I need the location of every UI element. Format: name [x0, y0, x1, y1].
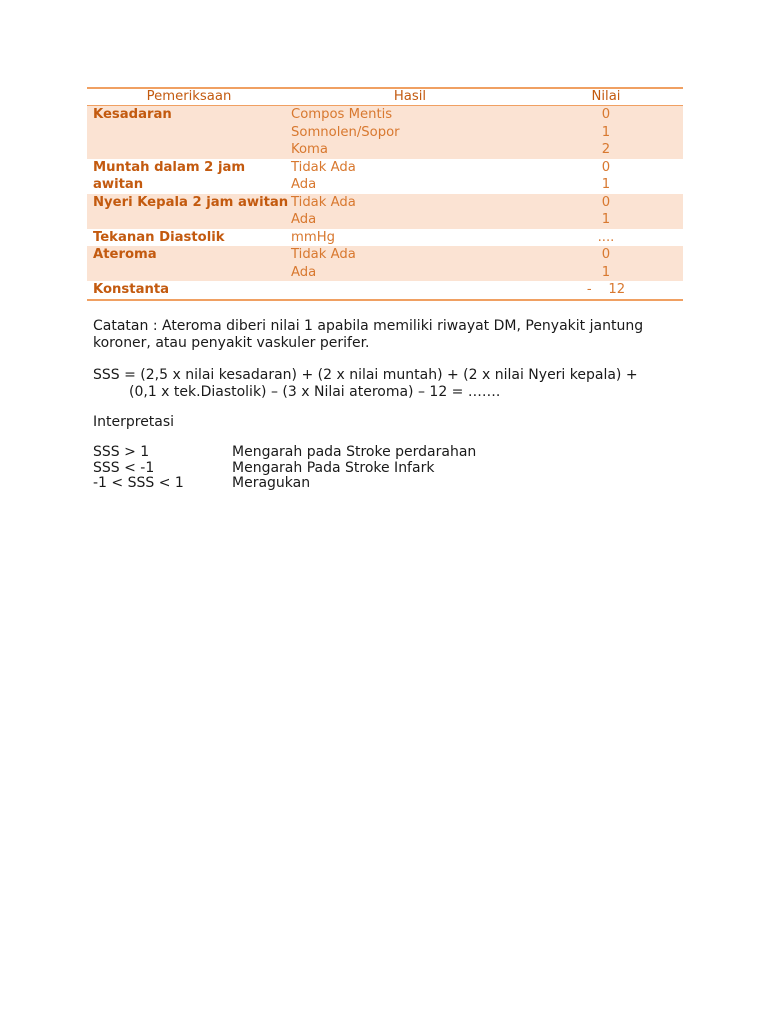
table-row	[87, 106, 683, 159]
interpretation-row	[93, 476, 673, 492]
result-option	[291, 281, 529, 299]
score-value: 1	[601, 264, 611, 280]
interpretation-meaning: Mengarah Pada Stroke Infark	[232, 459, 435, 476]
interpretation-row	[93, 461, 673, 477]
interpretation-condition: SSS > 1	[93, 444, 150, 460]
score-value: ....	[597, 229, 615, 245]
cell-pemeriksaan	[87, 281, 291, 300]
cell-nilai	[529, 246, 683, 281]
result-option: Tidak Ada	[291, 194, 356, 210]
exam-label: Ateroma	[93, 247, 157, 262]
cell-nilai	[529, 281, 683, 300]
result-option: Ada	[291, 177, 317, 192]
cell-hasil	[291, 246, 529, 281]
table-body	[87, 106, 683, 300]
score-value: - 12	[586, 282, 626, 297]
cell-pemeriksaan	[87, 246, 291, 281]
exam-label: Tekanan Diastolik	[93, 229, 225, 245]
interpretation-condition: SSS < -1	[93, 459, 155, 476]
score-value: 0	[601, 107, 611, 122]
table-row	[87, 194, 683, 229]
result-option: Ada	[291, 264, 317, 280]
score-value: 1	[601, 212, 611, 227]
header-nilai: Nilai	[529, 88, 683, 106]
score-value: 1	[601, 177, 611, 192]
score-table	[87, 87, 683, 301]
table-row	[87, 246, 683, 281]
formula-line-1: SSS = (2,5 x nilai kesadaran) + (2 x nilai muntah) + (2 x nilai Nyeri kepala) +	[93, 367, 638, 383]
interpretation-title: Interpretasi	[93, 414, 175, 430]
note-paragraph: Catatan : Ateroma diberi nilai 1 apabila memiliki riwayat DM, Penyakit jantung koroner, atau penyakit vaskuler perifer.	[93, 318, 644, 351]
table-row	[87, 281, 683, 300]
cell-hasil	[291, 194, 529, 229]
formula-block	[93, 367, 673, 401]
cell-pemeriksaan	[87, 194, 291, 229]
formula-line-2: (0,1 x tek.Diastolik) – (3 x Nilai ateroma) – 12 = …….	[129, 384, 501, 400]
cell-hasil	[291, 229, 529, 247]
interpretation-condition: -1 < SSS < 1	[93, 475, 184, 491]
header-hasil: Hasil	[291, 88, 529, 106]
cell-nilai	[529, 229, 683, 247]
score-value: 0	[601, 159, 611, 175]
interpretation-meaning: Meragukan	[232, 475, 311, 491]
score-value: 1	[601, 124, 611, 140]
exam-label: Muntah dalam 2 jam awitan	[93, 159, 246, 192]
result-option: Ada	[291, 212, 317, 227]
cell-hasil	[291, 106, 529, 159]
cell-hasil	[291, 159, 529, 194]
score-value: 0	[601, 194, 611, 210]
score-value: 0	[601, 247, 611, 262]
cell-hasil	[291, 281, 529, 300]
cell-pemeriksaan	[87, 229, 291, 247]
result-option: Compos Mentis	[291, 107, 393, 122]
cell-pemeriksaan	[87, 106, 291, 159]
result-option: Somnolen/Sopor	[291, 124, 400, 140]
result-option: Koma	[291, 142, 328, 157]
result-option: mmHg	[291, 229, 335, 245]
result-option: Tidak Ada	[291, 247, 356, 262]
header-pemeriksaan: Pemeriksaan	[87, 88, 291, 106]
score-value: 2	[601, 142, 611, 157]
exam-label: Nyeri Kepala 2 jam awitan	[93, 194, 289, 210]
cell-nilai	[529, 194, 683, 229]
table-row	[87, 159, 683, 194]
cell-nilai	[529, 159, 683, 194]
cell-nilai	[529, 106, 683, 159]
result-option: Tidak Ada	[291, 159, 356, 175]
table-header-row	[87, 88, 683, 106]
table-row	[87, 229, 683, 247]
interpretation-row	[93, 445, 673, 461]
cell-pemeriksaan	[87, 159, 291, 194]
interpretation-meaning: Mengarah pada Stroke perdarahan	[232, 444, 477, 460]
exam-label: Konstanta	[93, 282, 170, 297]
exam-label: Kesadaran	[93, 107, 172, 122]
interpretation-list	[93, 445, 673, 492]
